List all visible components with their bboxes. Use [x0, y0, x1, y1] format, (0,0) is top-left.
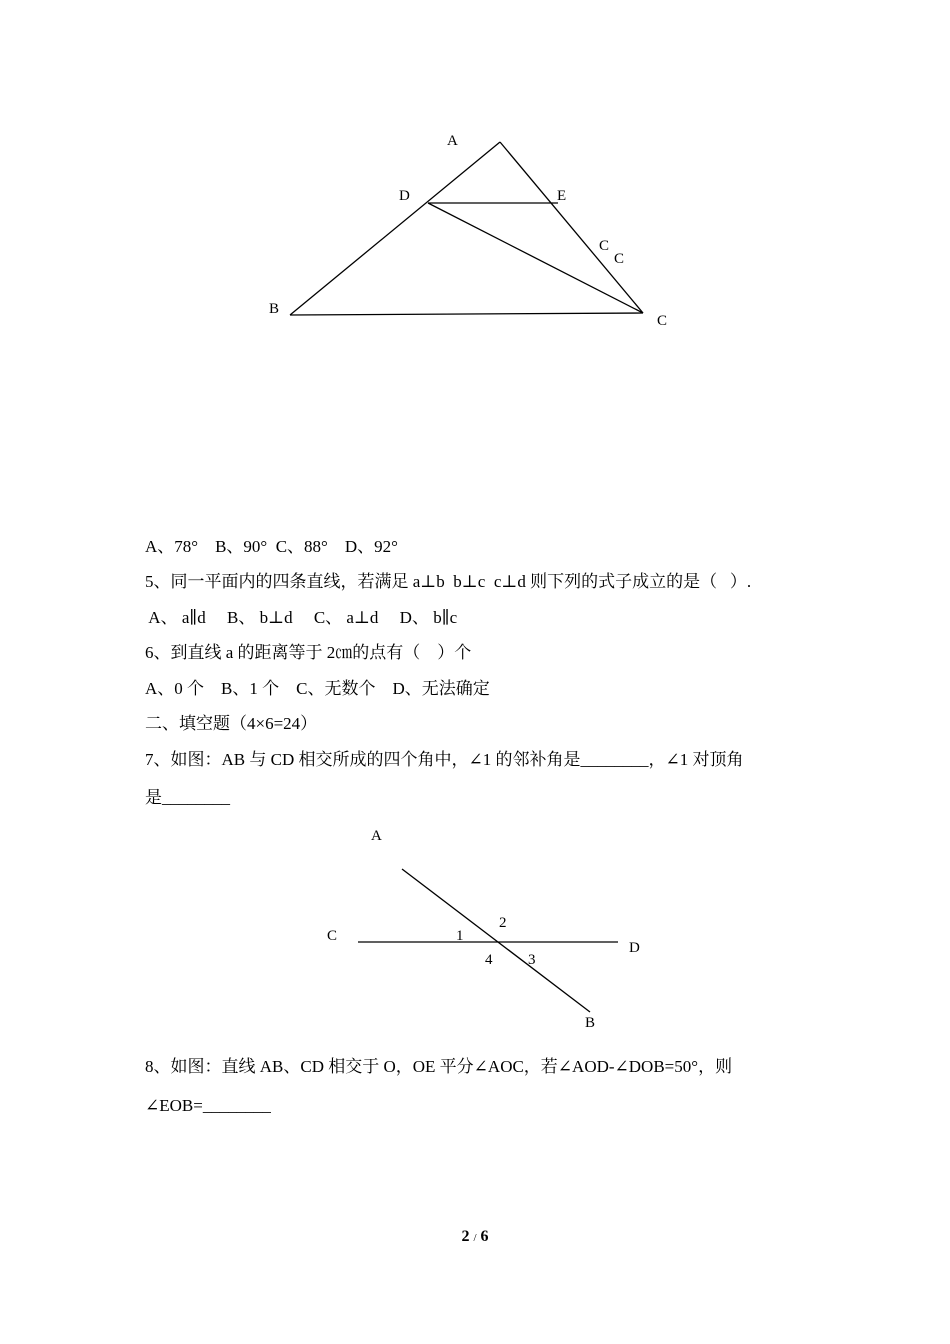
label-e: E: [557, 188, 567, 204]
q5-stem: 5、同一平面内的四条直线，若满足 a⊥b b⊥c c⊥d 则下列的式子成立的是（ ）.: [145, 572, 752, 591]
q4-options: A、78° B、90° C、88° D、92°: [145, 537, 398, 556]
label-c: C: [657, 313, 668, 329]
q5-options: A、 a∥d B、 b⊥d C、 a⊥d D、 b∥c: [145, 608, 458, 627]
label-c-stray-1: C: [599, 238, 610, 254]
line-ab: [402, 869, 590, 1012]
angle-label-1: 1: [456, 928, 464, 944]
label-b: B: [269, 301, 280, 317]
section-2-heading: 二、填空题（4×6=24）: [145, 714, 318, 733]
q8-line-1: 8、如图：直线 AB、CD 相交于 O，OE 平分∠AOC，若∠AOD-∠DOB=50°，则: [145, 1057, 733, 1076]
label-a: A: [371, 828, 382, 844]
label-c: C: [327, 928, 338, 944]
q6-stem: 6、到直线 a 的距离等于 2㎝的点有（ ）个: [145, 643, 472, 662]
q6-options: A、0 个 B、1 个 C、无数个 D、无法确定: [145, 679, 490, 698]
current-page: 2: [461, 1228, 470, 1245]
label-a: A: [447, 133, 458, 149]
page-separator: /: [473, 1232, 477, 1244]
q7-line-1: 7、如图：AB 与 CD 相交所成的四个角中，∠1 的邻补角是________，∠1 对顶角: [145, 750, 744, 769]
page-number: [0, 1228, 950, 1246]
q7-line-2: 是________: [145, 788, 230, 807]
angle-label-3: 3: [528, 952, 536, 968]
label-c-stray-2: C: [614, 251, 625, 267]
angle-label-4: 4: [485, 952, 493, 968]
angle-label-2: 2: [499, 915, 507, 931]
label-d: D: [399, 188, 410, 204]
total-pages: 6: [480, 1228, 489, 1245]
label-b: B: [585, 1015, 596, 1031]
label-d: D: [629, 940, 640, 956]
q8-line-2: ∠EOB=________: [145, 1096, 271, 1115]
